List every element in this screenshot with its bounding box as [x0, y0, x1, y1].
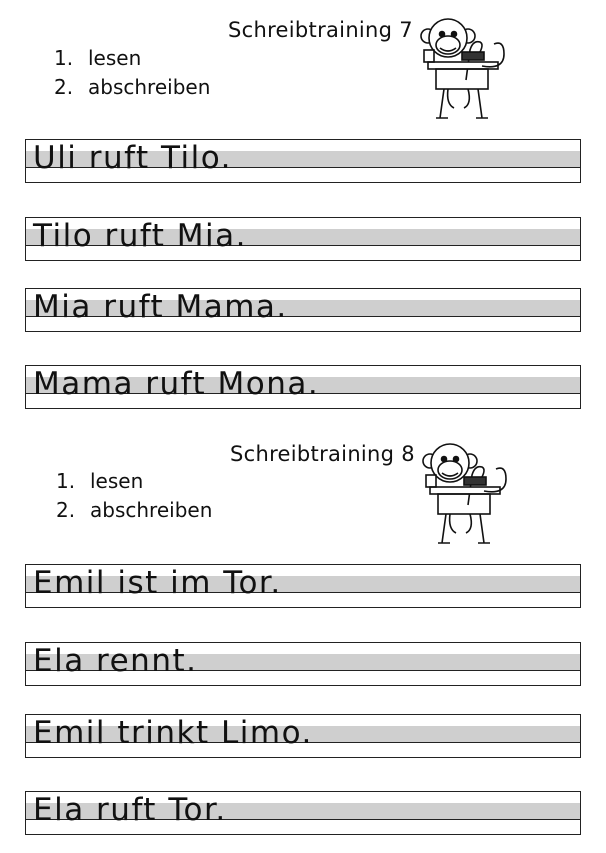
model-sentence: Uli ruft Tilo. [33, 140, 233, 176]
worksheet-section-8 [0, 420, 606, 853]
model-sentence: Ela ruft Tor. [33, 792, 227, 828]
writing-line[interactable] [25, 288, 581, 332]
writing-line[interactable] [25, 139, 581, 183]
task-item: 1. lesen [54, 46, 142, 70]
writing-line[interactable] [25, 365, 581, 409]
section-title: Schreibtraining 8 [230, 442, 415, 466]
worksheet-section-7 [0, 0, 606, 420]
section-title: Schreibtraining 7 [228, 18, 413, 42]
writing-line[interactable] [25, 791, 581, 835]
model-sentence: Emil ist im Tor. [33, 565, 282, 601]
task-item: 2. abschreiben [54, 75, 211, 99]
task-list [56, 467, 212, 525]
monkey-at-desk-illustration [420, 435, 512, 547]
task-list [54, 44, 210, 102]
task-item: 2. abschreiben [56, 498, 213, 522]
model-sentence: Emil trinkt Limo. [33, 715, 313, 751]
model-sentence: Mama ruft Mona. [33, 366, 320, 402]
model-sentence: Mia ruft Mama. [33, 289, 288, 325]
model-sentence: Ela rennt. [33, 643, 198, 679]
monkey-at-desk-illustration [418, 10, 510, 122]
writing-line[interactable] [25, 217, 581, 261]
writing-line[interactable] [25, 714, 581, 758]
model-sentence: Tilo ruft Mia. [33, 218, 248, 254]
writing-line[interactable] [25, 564, 581, 608]
task-item: 1. lesen [56, 469, 144, 493]
writing-line[interactable] [25, 642, 581, 686]
